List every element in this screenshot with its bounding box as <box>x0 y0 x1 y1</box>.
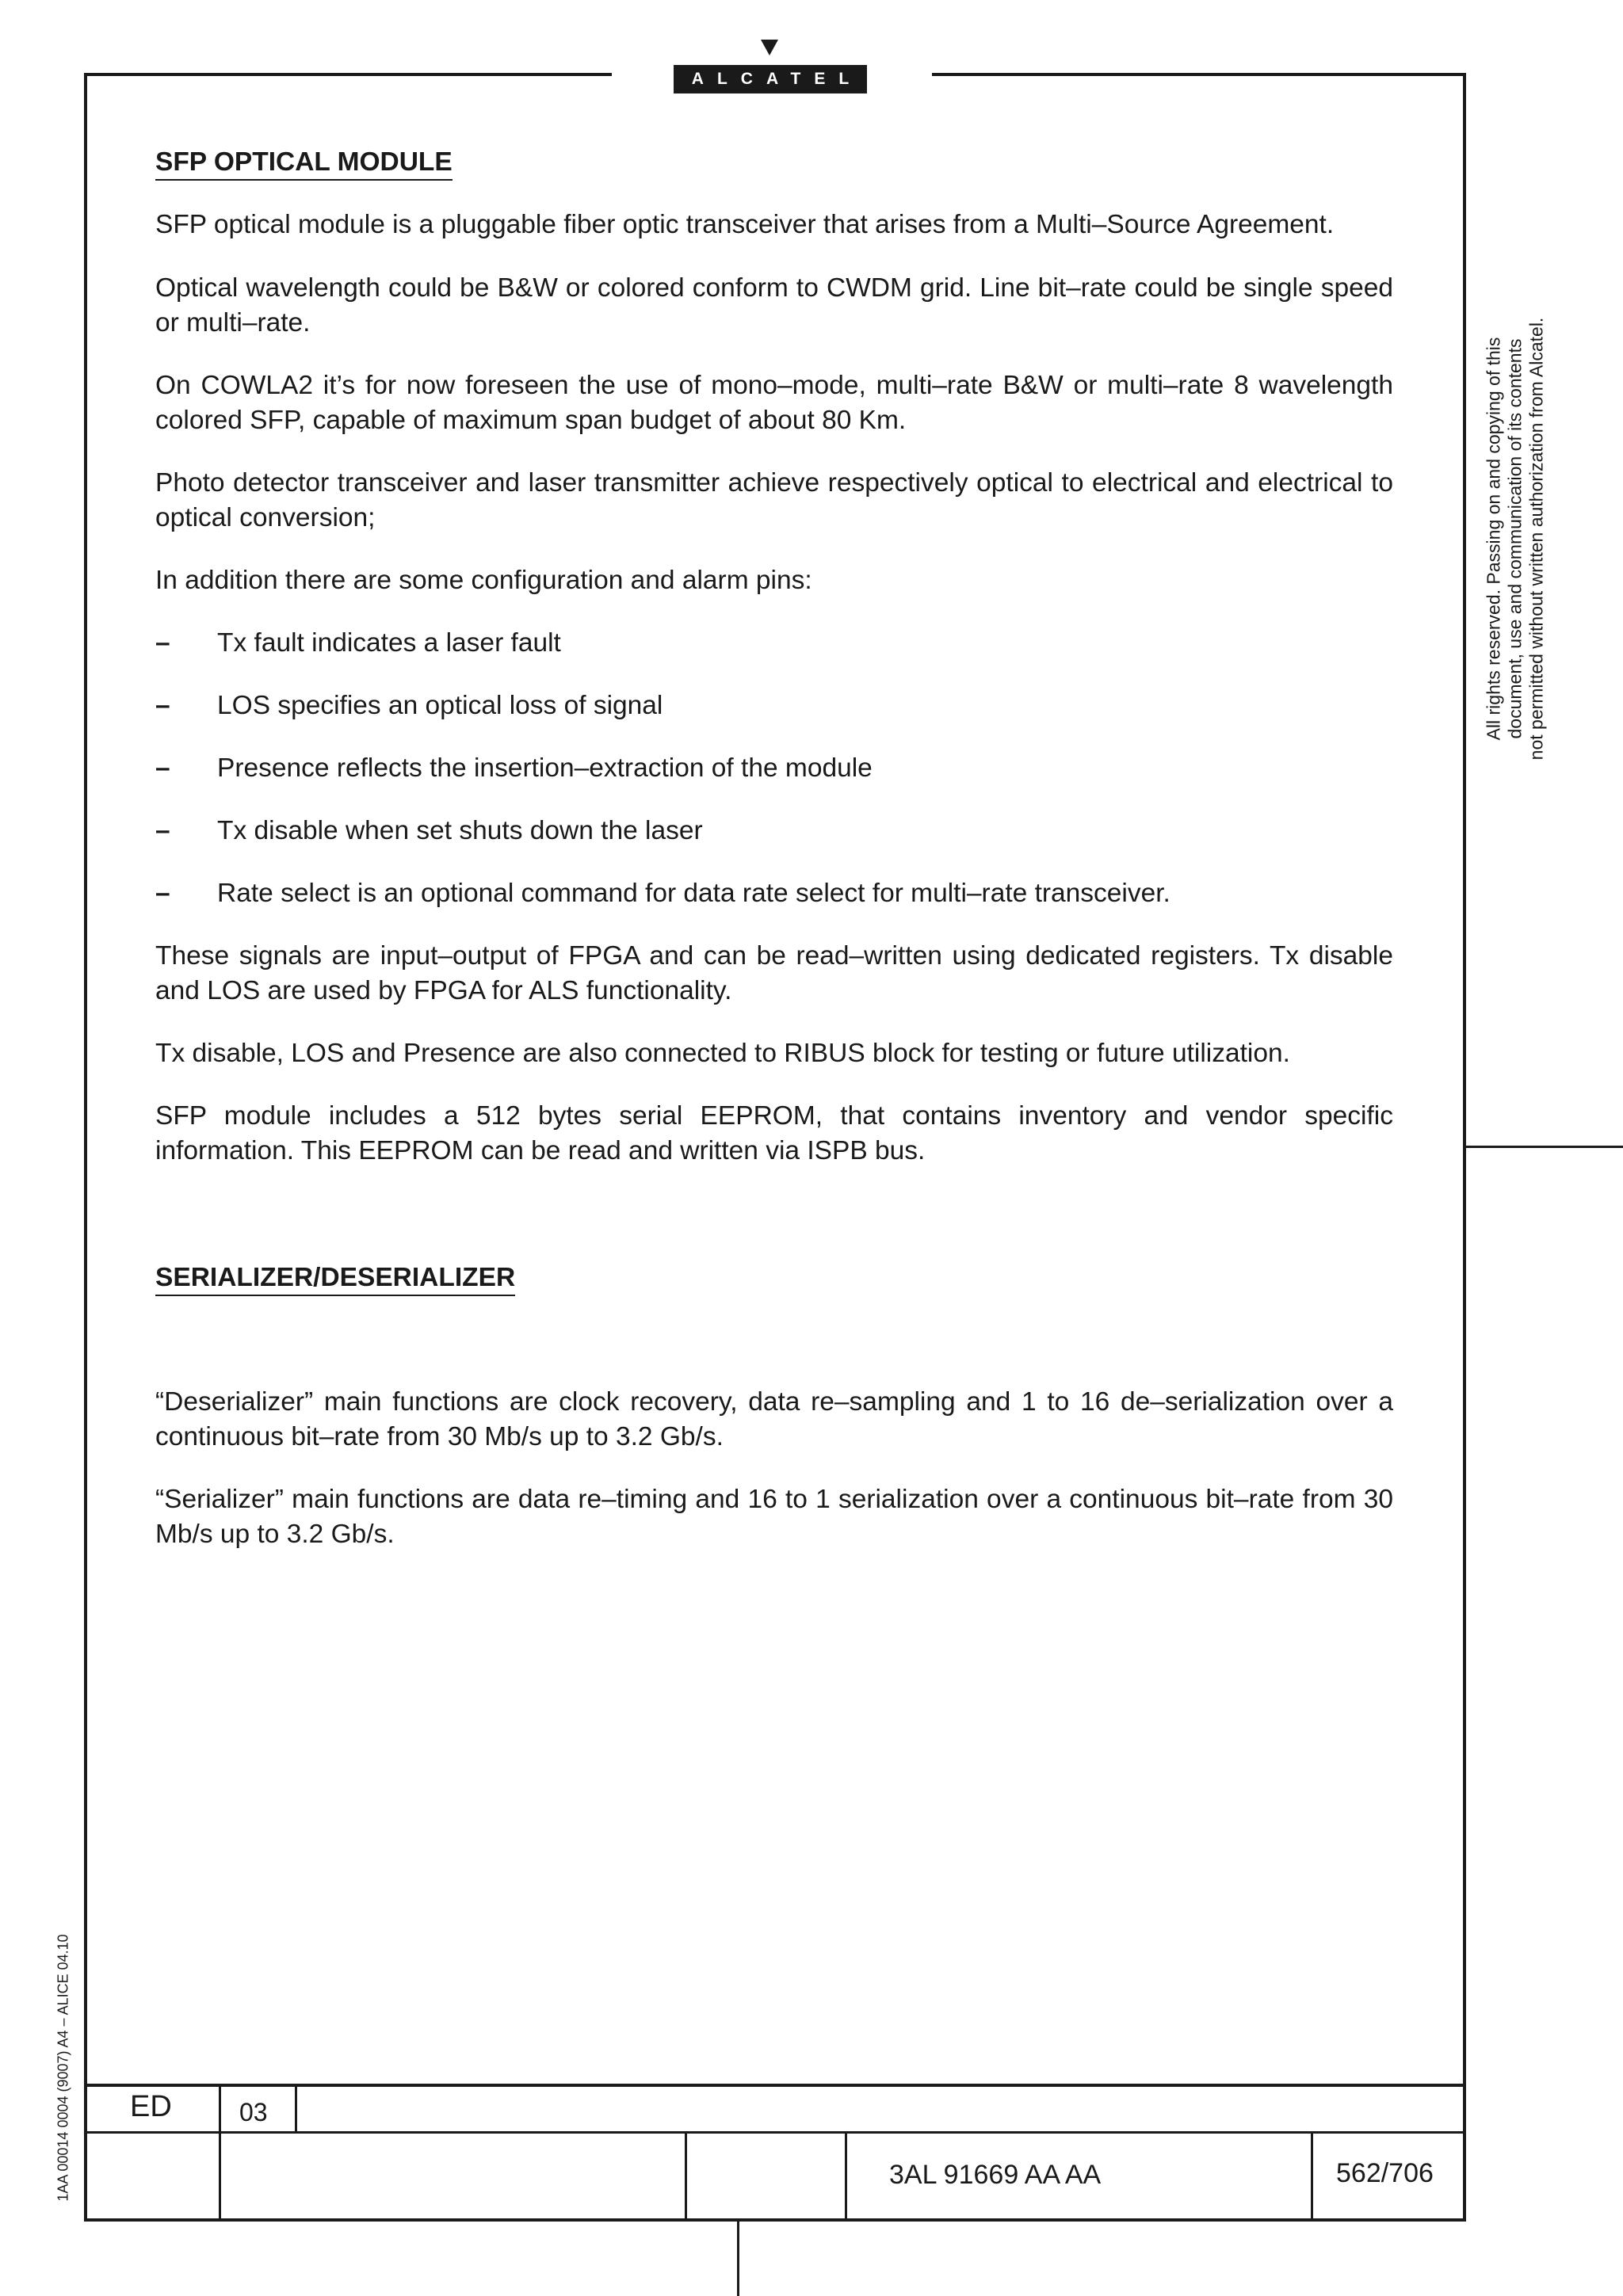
document-number: 3AL 91669 AA AA <box>889 2160 1102 2190</box>
copyright-notice <box>1484 273 1547 804</box>
dash-icon: – <box>155 879 170 908</box>
paragraph: Photo detector transceiver and laser transmitter achieve respectively optical to electrical and electrical to optical conversion; <box>155 468 1393 532</box>
edition-value: 03 <box>239 2098 268 2126</box>
footer-divider-3 <box>685 2131 687 2222</box>
footer-divider-1 <box>219 2084 221 2222</box>
section-heading-sfp: SFP OPTICAL MODULE <box>155 147 453 181</box>
paragraph: Tx disable, LOS and Presence are also connected to RIBUS block for testing or future utilization. <box>155 1039 1290 1068</box>
copyright-line: document, use and communication of its contents <box>1504 338 1526 739</box>
document-body <box>155 145 1393 1552</box>
list-item-text: Rate select is an optional command for data rate select for multi–rate transceiver. <box>217 879 1170 908</box>
page-number: 562/706 <box>1336 2158 1434 2188</box>
dash-icon: – <box>155 691 170 720</box>
list-item-text: Tx disable when set shuts down the laser <box>217 816 703 845</box>
logo-triangle-icon <box>761 40 778 55</box>
dash-icon: – <box>155 816 170 845</box>
list-item <box>155 751 1393 786</box>
paragraph: SFP module includes a 512 bytes serial EEPROM, that contains inventory and vendor specific information. This EEPROM can be read and written via ISPB bus. <box>155 1101 1393 1165</box>
list-item-text: Presence reflects the insertion–extraction of the module <box>217 753 873 783</box>
footer-line-mid <box>84 2131 1466 2134</box>
paragraph: In addition there are some configuration and alarm pins: <box>155 566 812 595</box>
logo-wordmark: ALCATEL <box>674 65 867 93</box>
frame-left <box>84 73 87 2222</box>
frame-bottom <box>84 2218 1466 2222</box>
form-reference <box>48 1909 79 2226</box>
edition-label: ED <box>130 2090 172 2123</box>
section-heading-serdes: SERIALIZER/DESERIALIZER <box>155 1262 515 1296</box>
paragraph: SFP optical module is a pluggable fiber optic transceiver that arises from a Multi–Source Agreement. <box>155 210 1335 239</box>
copyright-line: not permitted without written authorization from Alcatel. <box>1526 317 1547 761</box>
list-item <box>155 688 1393 723</box>
paragraph: Optical wavelength could be B&W or colored conform to CWDM grid. Line bit–rate could be single speed or multi–rate. <box>155 273 1393 338</box>
footer-line-top <box>84 2084 1466 2087</box>
footer-divider-5 <box>1311 2131 1313 2222</box>
dash-icon: – <box>155 628 170 658</box>
list-item <box>155 876 1393 911</box>
frame-top-left <box>84 73 612 76</box>
paragraph: “Deserializer” main functions are clock recovery, data re–sampling and 1 to 16 de–serialization over a continuous bit–rate from 30 Mb/s up to 3.2 Gb/s. <box>155 1387 1393 1451</box>
frame-top-right <box>932 73 1466 76</box>
paragraph: On COWLA2 it’s for now foreseen the use of mono–mode, multi–rate B&W or multi–rate 8 wavelength colored SFP, capable of maximum span budget of about 80 Km. <box>155 371 1393 435</box>
alcatel-logo <box>674 40 867 95</box>
footer-divider-2 <box>295 2084 297 2133</box>
form-reference-text: 1AA 00014 0004 (9007) A4 – ALICE 04.10 <box>55 1934 71 2202</box>
paragraph: “Serializer” main functions are data re–timing and 16 to 1 serialization over a continuous bit–rate from 30 Mb/s up to 3.2 Gb/s. <box>155 1485 1393 1549</box>
dash-icon: – <box>155 753 170 783</box>
footer-divider-4 <box>845 2131 847 2222</box>
frame-margin-tick <box>1463 1146 1623 1148</box>
fold-mark <box>737 2222 739 2296</box>
list-item-text: Tx fault indicates a laser fault <box>217 628 561 658</box>
list-item <box>155 626 1393 661</box>
list-item <box>155 814 1393 849</box>
copyright-line: All rights reserved. Passing on and copying of this <box>1483 337 1504 741</box>
list-item-text: LOS specifies an optical loss of signal <box>217 691 663 720</box>
paragraph: These signals are input–output of FPGA and can be read–written using dedicated registers. Tx disable and LOS are used by FPGA for ALS functionality. <box>155 941 1393 1005</box>
